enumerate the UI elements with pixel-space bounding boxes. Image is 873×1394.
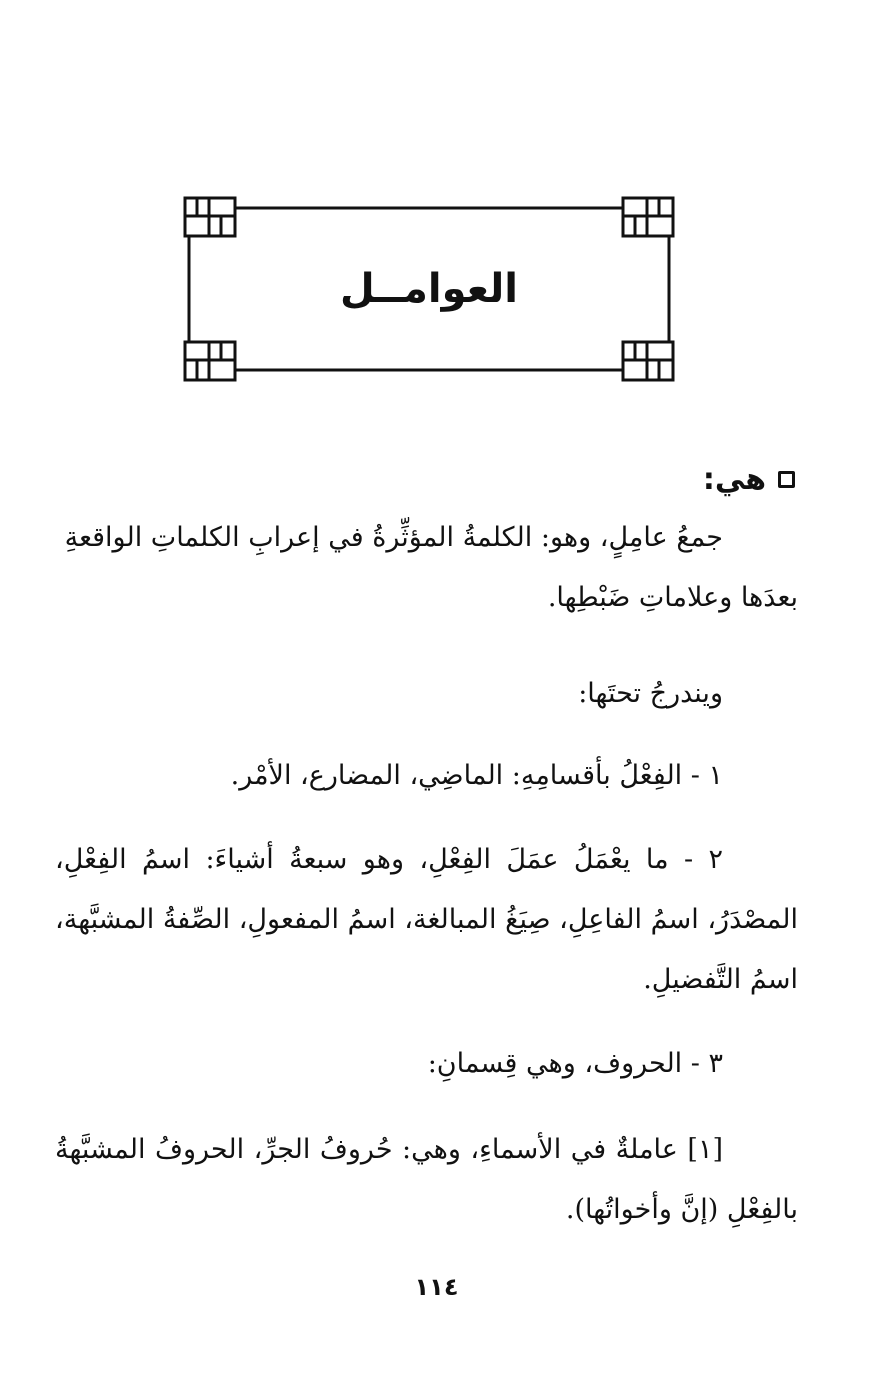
list-item-2: ٢ - ما يعْمَلُ عمَلَ الفِعْلِ، وهو سبعةُ أشياءَ: اسمُ الفِعْلِ، المصْدَرُ، اسمُ الفاعِلِ، صِيَغُ المبالغة، اسمُ المفعولِ، الصِّفةُ المشبَّهة، اسمُ التَّفضيلِ.	[55, 844, 798, 995]
section-heading	[703, 462, 795, 497]
sub-item-1: [١] عاملةٌ في الأسماءِ، وهي: حُروفُ الجرِّ، الحروفُ المشبَّهةُ بالفِعْلِ (إنَّ وأخواتُها).	[55, 1134, 798, 1225]
section-heading-text: هي:	[702, 462, 766, 497]
page-number: ١١٤	[414, 1273, 459, 1301]
paragraph-definition: جمعُ عامِلٍ، وهو: الكلمةُ المؤثِّرةُ في إعرابِ الكلماتِ الواقعةِ بعدَها وعلاماتِ ضَبْطِها.	[64, 522, 798, 613]
list-item-3: ٣ - الحروف، وهي قِسمانِ:	[427, 1048, 723, 1079]
paragraph-intro: ويندرجُ تحتَها:	[578, 678, 723, 709]
list-item-1: ١ - الفِعْلُ بأقسامِهِ: الماضِي، المضارع، الأمْر.	[230, 760, 723, 791]
title-frame	[183, 196, 675, 382]
square-bullet-icon	[778, 471, 795, 488]
page-title: العوامــل	[340, 266, 518, 312]
